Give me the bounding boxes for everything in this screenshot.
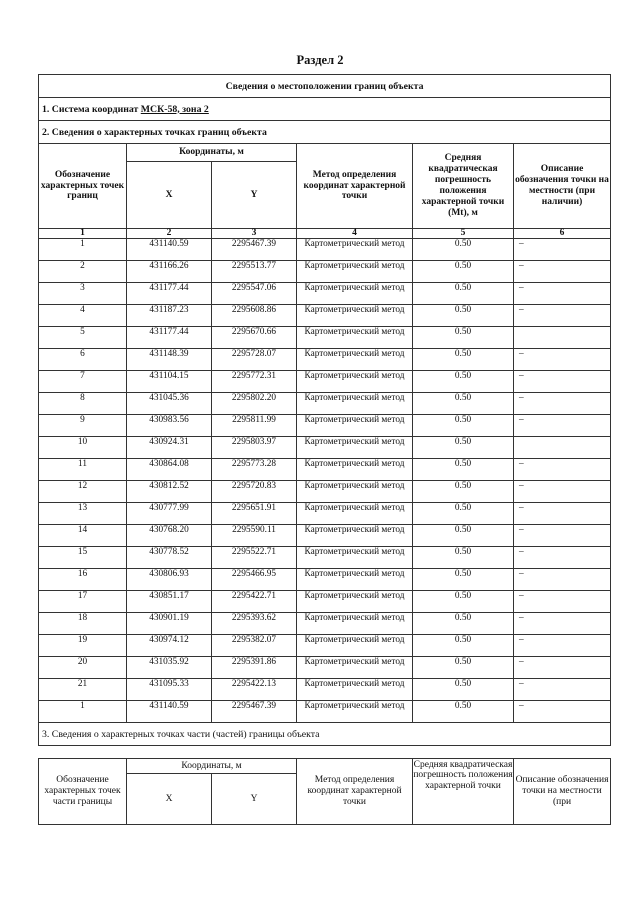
section-2-heading: 2. Сведения о характерных точках границ объекта — [39, 121, 611, 144]
point-y: 2295811.99 — [212, 415, 297, 437]
point-note: – — [514, 349, 611, 371]
point-note: – — [514, 547, 611, 569]
part-header-method: Метод определения координат характерной точки — [297, 759, 413, 825]
point-error: 0.50 — [413, 305, 514, 327]
point-y: 2295670.66 — [212, 327, 297, 349]
point-note: – — [514, 305, 611, 327]
table-row — [39, 569, 611, 591]
coordinate-system-label: 1. Система координат — [42, 103, 141, 115]
point-method: Картометрический метод — [297, 547, 413, 569]
point-x: 430864.08 — [127, 459, 212, 481]
point-x: 430901.19 — [127, 613, 212, 635]
point-note: – — [514, 261, 611, 283]
point-y: 2295382.07 — [212, 635, 297, 657]
point-y: 2295422.71 — [212, 591, 297, 613]
point-error: 0.50 — [413, 657, 514, 679]
point-error: 0.50 — [413, 547, 514, 569]
point-x: 430778.52 — [127, 547, 212, 569]
table-row — [39, 437, 611, 459]
part-header-error — [413, 759, 514, 825]
table-row — [39, 657, 611, 679]
point-note: – — [514, 657, 611, 679]
point-error: 0.50 — [413, 393, 514, 415]
table-row — [39, 239, 611, 261]
point-method: Картометрический метод — [297, 569, 413, 591]
point-number: 12 — [39, 481, 127, 503]
header-error — [413, 144, 514, 229]
coordinate-system-row — [39, 98, 611, 121]
point-note: – — [514, 503, 611, 525]
header-y: Y — [212, 162, 297, 229]
points-body — [39, 239, 611, 723]
point-y: 2295393.62 — [212, 613, 297, 635]
table-row — [39, 371, 611, 393]
point-x: 430812.52 — [127, 481, 212, 503]
point-x: 431140.59 — [127, 701, 212, 723]
header-description: Описание обозначения точки на местности (при наличии) — [514, 144, 611, 229]
point-y: 2295802.20 — [212, 393, 297, 415]
point-number: 7 — [39, 371, 127, 393]
point-method: Картометрический метод — [297, 305, 413, 327]
column-number: 5 — [413, 229, 514, 239]
column-number: 3 — [212, 229, 297, 239]
point-note: – — [514, 239, 611, 261]
header-method: Метод определения координат характерной точки — [297, 144, 413, 229]
point-error: 0.50 — [413, 613, 514, 635]
point-number: 8 — [39, 393, 127, 415]
point-x: 430768.20 — [127, 525, 212, 547]
point-number: 9 — [39, 415, 127, 437]
header-designation: Обозначение характерных точек границ — [39, 144, 127, 229]
point-error: 0.50 — [413, 679, 514, 701]
part-header-description: Описание обозначения точки на местности (при — [514, 759, 611, 825]
point-x: 430806.93 — [127, 569, 212, 591]
point-x: 431148.39 — [127, 349, 212, 371]
table-row — [39, 635, 611, 657]
point-number: 2 — [39, 261, 127, 283]
point-note: – — [514, 415, 611, 437]
point-number: 19 — [39, 635, 127, 657]
point-number: 1 — [39, 701, 127, 723]
point-method: Картометрический метод — [297, 613, 413, 635]
point-method: Картометрический метод — [297, 657, 413, 679]
point-note: – — [514, 393, 611, 415]
point-method: Картометрический метод — [297, 239, 413, 261]
section-3-heading: 3. Сведения о характерных точках части (частей) границы объекта — [39, 723, 611, 746]
point-method: Картометрический метод — [297, 701, 413, 723]
point-number: 21 — [39, 679, 127, 701]
table-row — [39, 459, 611, 481]
point-error: 0.50 — [413, 569, 514, 591]
point-x: 430777.99 — [127, 503, 212, 525]
point-note: – — [514, 569, 611, 591]
point-note: – — [514, 283, 611, 305]
point-number: 5 — [39, 327, 127, 349]
point-error: 0.50 — [413, 371, 514, 393]
header-x: X — [127, 162, 212, 229]
point-method: Картометрический метод — [297, 503, 413, 525]
point-note: – — [514, 481, 611, 503]
part-boundary-table — [38, 758, 611, 825]
header-coordinates: Координаты, м — [127, 144, 297, 162]
point-x: 431187.23 — [127, 305, 212, 327]
point-note: – — [514, 679, 611, 701]
point-y: 2295547.06 — [212, 283, 297, 305]
column-number: 6 — [514, 229, 611, 239]
point-number: 1 — [39, 239, 127, 261]
point-x: 431166.26 — [127, 261, 212, 283]
point-y: 2295466.95 — [212, 569, 297, 591]
point-number: 4 — [39, 305, 127, 327]
point-number: 3 — [39, 283, 127, 305]
point-method: Картометрический метод — [297, 393, 413, 415]
point-error: 0.50 — [413, 261, 514, 283]
point-error: 0.50 — [413, 437, 514, 459]
point-method: Картометрический метод — [297, 525, 413, 547]
point-method: Картометрический метод — [297, 679, 413, 701]
point-number: 17 — [39, 591, 127, 613]
point-x: 431177.44 — [127, 327, 212, 349]
header-error-text: Средняя квадратическая погрешность положения характерной точки (Mt), м — [421, 153, 505, 218]
point-number: 20 — [39, 657, 127, 679]
point-method: Картометрический метод — [297, 459, 413, 481]
point-error: 0.50 — [413, 503, 514, 525]
table-row — [39, 261, 611, 283]
point-error: 0.50 — [413, 459, 514, 481]
table-row — [39, 503, 611, 525]
point-x: 431140.59 — [127, 239, 212, 261]
point-number: 14 — [39, 525, 127, 547]
point-error: 0.50 — [413, 349, 514, 371]
point-method: Картометрический метод — [297, 635, 413, 657]
point-y: 2295803.97 — [212, 437, 297, 459]
point-note: – — [514, 371, 611, 393]
point-error: 0.50 — [413, 327, 514, 349]
point-y: 2295391.86 — [212, 657, 297, 679]
point-number: 11 — [39, 459, 127, 481]
table-row — [39, 679, 611, 701]
coordinate-system-value: МСК-58, зона 2 — [140, 103, 209, 115]
point-y: 2295651.91 — [212, 503, 297, 525]
point-y: 2295467.39 — [212, 701, 297, 723]
table-row — [39, 701, 611, 723]
point-x: 430924.31 — [127, 437, 212, 459]
point-note: – — [514, 591, 611, 613]
table-caption: Сведения о местоположении границ объекта — [39, 75, 611, 98]
point-x: 430983.56 — [127, 415, 212, 437]
point-y: 2295773.28 — [212, 459, 297, 481]
point-x: 431177.44 — [127, 283, 212, 305]
point-y: 2295608.86 — [212, 305, 297, 327]
page-title: Раздел 2 — [296, 53, 344, 67]
point-note — [514, 437, 611, 459]
point-error: 0.50 — [413, 283, 514, 305]
point-note: – — [514, 525, 611, 547]
point-y: 2295772.31 — [212, 371, 297, 393]
column-number: 2 — [127, 229, 212, 239]
point-y: 2295513.77 — [212, 261, 297, 283]
table-row — [39, 283, 611, 305]
point-note: – — [514, 459, 611, 481]
point-method: Картометрический метод — [297, 415, 413, 437]
column-number: 4 — [297, 229, 413, 239]
table-row — [39, 349, 611, 371]
point-number: 13 — [39, 503, 127, 525]
point-x: 431095.33 — [127, 679, 212, 701]
point-y: 2295467.39 — [212, 239, 297, 261]
point-note — [514, 327, 611, 349]
part-header-coordinates: Координаты, м — [127, 759, 297, 774]
point-error: 0.50 — [413, 635, 514, 657]
column-number: 1 — [39, 229, 127, 239]
table-row — [39, 415, 611, 437]
point-method: Картометрический метод — [297, 349, 413, 371]
point-number: 16 — [39, 569, 127, 591]
point-number: 15 — [39, 547, 127, 569]
point-note: – — [514, 613, 611, 635]
point-error: 0.50 — [413, 239, 514, 261]
point-method: Картометрический метод — [297, 371, 413, 393]
point-method: Картометрический метод — [297, 261, 413, 283]
part-header-x: X — [127, 774, 212, 825]
point-x: 431045.36 — [127, 393, 212, 415]
table-row — [39, 547, 611, 569]
point-number: 10 — [39, 437, 127, 459]
point-method: Картометрический метод — [297, 481, 413, 503]
table-row — [39, 525, 611, 547]
column-numbers-row — [39, 229, 611, 239]
point-x: 430851.17 — [127, 591, 212, 613]
point-error: 0.50 — [413, 591, 514, 613]
point-y: 2295422.13 — [212, 679, 297, 701]
point-x: 430974.12 — [127, 635, 212, 657]
part-header-y: Y — [212, 774, 297, 825]
point-y: 2295590.11 — [212, 525, 297, 547]
point-y: 2295728.07 — [212, 349, 297, 371]
point-method: Картометрический метод — [297, 437, 413, 459]
point-error: 0.50 — [413, 415, 514, 437]
point-y: 2295720.83 — [212, 481, 297, 503]
point-x: 431035.92 — [127, 657, 212, 679]
table-row — [39, 591, 611, 613]
part-header-designation: Обозначение характерных точек части границы — [39, 759, 127, 825]
point-number: 6 — [39, 349, 127, 371]
point-y: 2295522.71 — [212, 547, 297, 569]
table-row — [39, 481, 611, 503]
point-error: 0.50 — [413, 481, 514, 503]
part-header-error-text: Средняя квадратическая погрешность положения характерной точки — [413, 759, 513, 792]
point-error: 0.50 — [413, 701, 514, 723]
point-method: Картометрический метод — [297, 283, 413, 305]
point-note: – — [514, 701, 611, 723]
table-row — [39, 305, 611, 327]
point-number: 18 — [39, 613, 127, 635]
boundary-table — [38, 74, 611, 746]
table-row — [39, 327, 611, 349]
table-row — [39, 393, 611, 415]
table-row — [39, 613, 611, 635]
point-error: 0.50 — [413, 525, 514, 547]
point-x: 431104.15 — [127, 371, 212, 393]
point-note: – — [514, 635, 611, 657]
point-method: Картометрический метод — [297, 327, 413, 349]
point-method: Картометрический метод — [297, 591, 413, 613]
